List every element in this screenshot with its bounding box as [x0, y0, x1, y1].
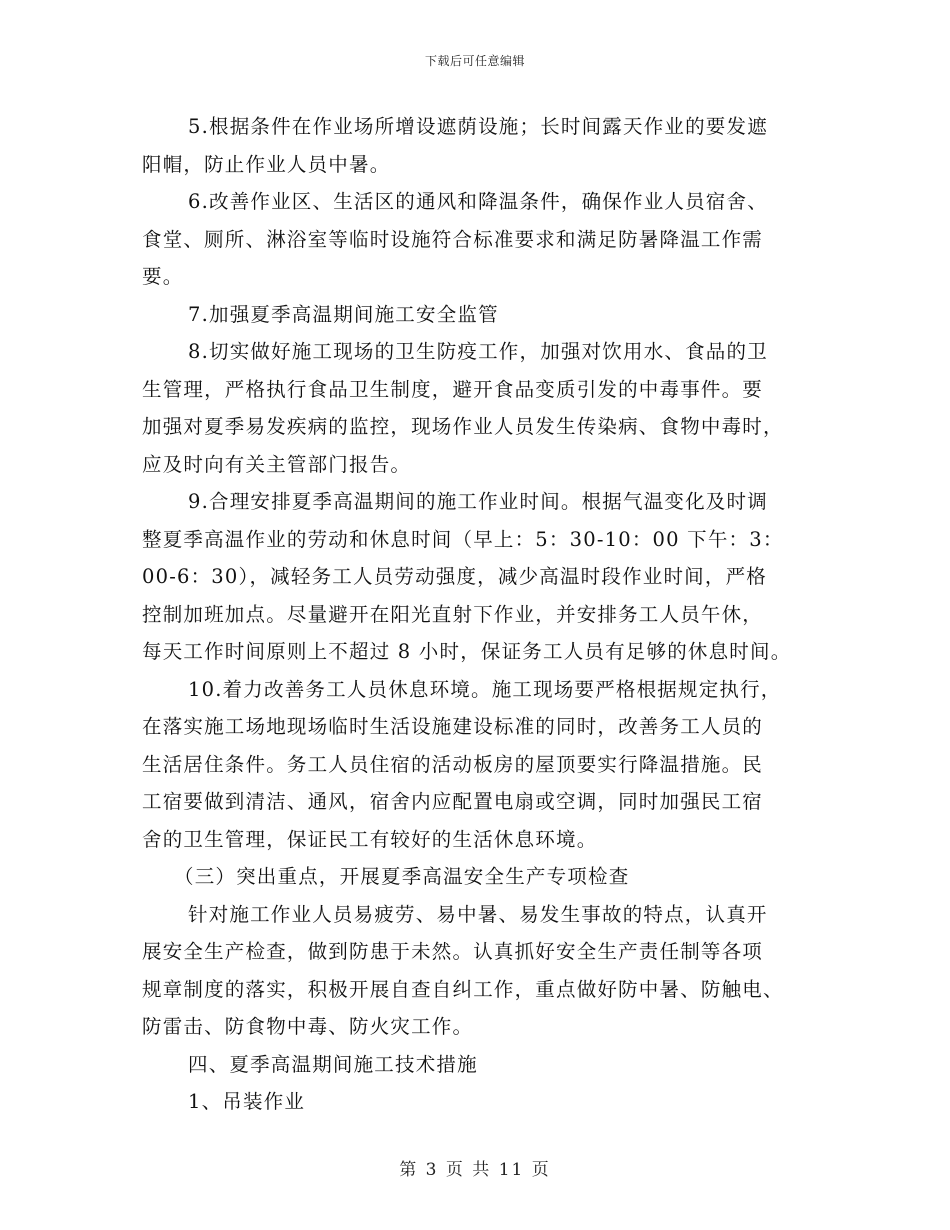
paragraph-line: 规章制度的落实，积极开展自查自纠工作，重点做好防中暑、防触电、	[142, 977, 784, 1001]
section-heading: （三）突出重点，开展夏季高温安全生产专项检查	[174, 865, 630, 888]
paragraph-line: 工宿要做到清洁、通风，宿舍内应配置电扇或空调，同时加强民工宿	[142, 790, 764, 813]
paragraph-line: 生活居住条件。务工人员住宿的活动板房的屋顶要实行降温措施。民	[142, 752, 764, 776]
paragraph-line: 防雷击、防食物中毒、防火灾工作。	[142, 1015, 474, 1038]
paragraph-line: 展安全生产检查，做到防患于未然。认真抓好安全生产责任制等各项	[142, 940, 764, 963]
paragraph-line: 9.合理安排夏季高温期间的施工作业时间。根据气温变化及时调	[188, 490, 768, 513]
section-heading: 7.加强夏季高温期间施工安全监管	[188, 302, 499, 326]
paragraph-line: 加强对夏季易发疾病的监控，现场作业人员发生传染病、食物中毒时，	[142, 415, 784, 438]
paragraph-line: 00-6：30），减轻务工人员劳动强度，减少高温时段作业时间，严格	[142, 565, 767, 588]
paragraph-line: 应及时向有关主管部门报告。	[142, 452, 412, 476]
paragraph-line: 每天工作时间原则上不超过 8 小时，保证务工人员有足够的休息时间。	[142, 640, 792, 663]
page-footer: 第 3 页 共 11 页	[399, 1160, 551, 1180]
paragraph-line: 生管理，严格执行食品卫生制度，避开食品变质引发的中毒事件。要	[142, 377, 764, 401]
paragraph-line: 控制加班加点。尽量避开在阳光直射下作业，并安排务工人员午休，	[142, 602, 764, 626]
page-header: 下载后可任意编辑	[424, 54, 525, 68]
paragraph-line: 整夏季高温作业的劳动和休息时间（早上：5：30-10：00 下午：3：	[142, 527, 784, 551]
paragraph-line: 5.根据条件在作业场所增设遮荫设施；长时间露天作业的要发遮	[188, 115, 768, 138]
sub-heading: 1、吊装作业	[188, 1090, 306, 1113]
paragraph-line: 8.切实做好施工现场的卫生防疫工作，加强对饮用水、食品的卫	[188, 340, 768, 363]
paragraph-line: 6.改善作业区、生活区的通风和降温条件，确保作业人员宿舍、	[188, 190, 768, 213]
paragraph-line: 要。	[142, 265, 184, 288]
paragraph-line: 食堂、厕所、淋浴室等临时设施符合标准要求和满足防暑降温工作需	[142, 227, 764, 251]
document-body	[142, 108, 808, 1121]
paragraph-line: 10.着力改善务工人员休息环境。施工现场要严格根据规定执行，	[188, 677, 782, 701]
paragraph-line: 针对施工作业人员易疲劳、易中暑、易发生事故的特点，认真开	[188, 902, 768, 926]
paragraph-line: 阳帽，防止作业人员中暑。	[142, 152, 391, 176]
section-heading: 四、夏季高温期间施工技术措施	[188, 1052, 478, 1076]
paragraph-line: 舍的卫生管理，保证民工有较好的生活休息环境。	[142, 827, 598, 851]
paragraph-line: 在落实施工场地现场临时生活设施建设标准的同时，改善务工人员的	[142, 715, 764, 738]
